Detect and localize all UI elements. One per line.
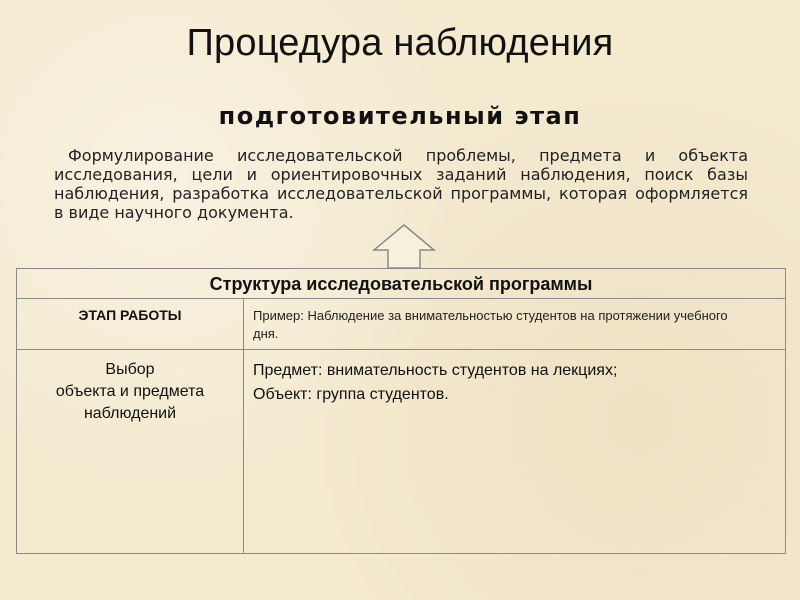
subject-object-cell: [253, 359, 773, 407]
program-structure-table: [16, 268, 786, 554]
stage-line: объекта и предмета: [55, 383, 205, 400]
stage-description: Формулирование исследовательской проблемы, предмета и объекта исследования, цели и ориентировочных заданий наблюдения, поиск базы наблюдения, разработка исследовательской программы, которая оформляется в виде научного документа.: [54, 146, 748, 222]
example-column-header: Пример: Наблюдение за внимательностью студентов на протяжении учебного дня.: [253, 308, 728, 341]
object-line: Объект: группа студентов.: [253, 386, 449, 403]
slide-title: Процедура наблюдения: [186, 22, 614, 64]
up-arrow-icon: [370, 222, 438, 270]
stage-subtitle: подготовительный этап: [218, 102, 582, 130]
subject-line: Предмет: внимательность студентов на лекциях;: [253, 362, 618, 379]
stage-choice-cell: [17, 359, 243, 425]
row-divider: [17, 349, 785, 350]
stage-column-header: ЭТАП РАБОТЫ: [78, 307, 182, 323]
stage-line: Выбор: [105, 361, 155, 378]
table-header: Структура исследовательской программы: [17, 269, 785, 299]
stage-line: наблюдений: [83, 405, 177, 422]
column-divider: [243, 299, 244, 554]
